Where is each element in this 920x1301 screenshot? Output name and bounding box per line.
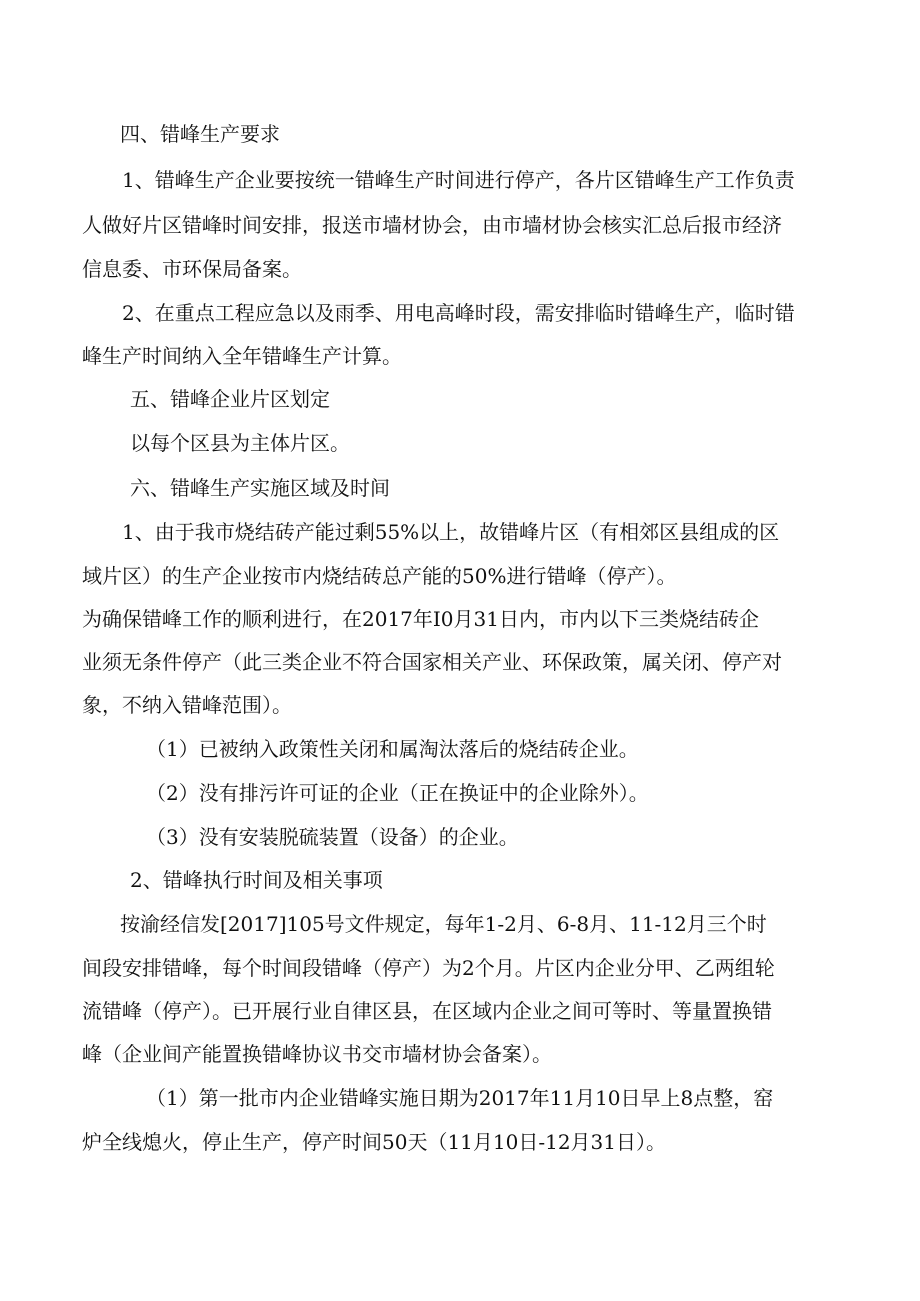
paragraph-line: 业须无条件停产（此三类企业不符合国家相关产业、环保政策，属关闭、停产对 xyxy=(82,650,782,674)
paragraph-line: 为确保错峰工作的顺利进行，在2017年I0月31日内，市内以下三类烧结砖企 xyxy=(82,607,759,631)
paragraph-line: 峰生产时间纳入全年错峰生产计算。 xyxy=(82,344,402,368)
paragraph-line: 间段安排错峰，每个时间段错峰（停产）为2个月。片区内企业分甲、乙两组轮 xyxy=(82,956,775,980)
heading-subsection-2: 2、错峰执行时间及相关事项 xyxy=(130,868,383,892)
paragraph-line: 象，不纳入错峰范围）。 xyxy=(82,693,292,717)
paragraph-line: 按渝经信发[2017]105号文件规定，每年1-2月、6-8月、11-12月三个时 xyxy=(120,912,767,936)
list-item: （3）没有安装脱硫装置（设备）的企业。 xyxy=(146,825,519,849)
paragraph-line: 炉全线熄火，停止生产，停产时间50天（11月10日-12月31日）。 xyxy=(82,1130,667,1154)
paragraph-line: 信息委、市环保局备案。 xyxy=(82,257,302,281)
paragraph-line: 1、由于我市烧结砖产能过剩55%以上，故错峰片区（有相郊区县组成的区 xyxy=(122,520,780,544)
paragraph-line: 流错峰（停产）。已开展行业自律区县，在区域内企业之间可等时、等量置换错 xyxy=(82,999,772,1023)
heading-section-6: 六、错峰生产实施区域及时间 xyxy=(130,476,390,500)
list-item: （2）没有排污许可证的企业（正在换证中的企业除外）。 xyxy=(146,781,649,805)
heading-section-4: 四、错峰生产要求 xyxy=(120,122,280,146)
paragraph-line: 以每个区县为主体片区。 xyxy=(130,431,350,455)
list-item: （1）已被纳入政策性关闭和属淘汰落后的烧结砖企业。 xyxy=(146,737,639,761)
paragraph-line: 2、在重点工程应急以及雨季、用电高峰时段，需安排临时错峰生产，临时错 xyxy=(122,301,795,325)
heading-section-5: 五、错峰企业片区划定 xyxy=(130,387,330,411)
paragraph-line: 峰（企业间产能置换错峰协议书交市墙材协会备案）。 xyxy=(82,1042,552,1066)
paragraph-line: 人做好片区错峰时间安排，报送市墙材协会，由市墙材协会核实汇总后报市经济 xyxy=(82,213,782,237)
paragraph-line: 域片区）的生产企业按市内烧结砖总产能的50%进行错峰（停产）。 xyxy=(82,564,677,588)
list-item: （1）第一批市内企业错峰实施日期为2017年11月10日早上8点整，窑 xyxy=(146,1086,774,1110)
paragraph-line: 1、错峰生产企业要按统一错峰生产时间进行停产，各片区错峰生产工作负责 xyxy=(122,168,795,192)
